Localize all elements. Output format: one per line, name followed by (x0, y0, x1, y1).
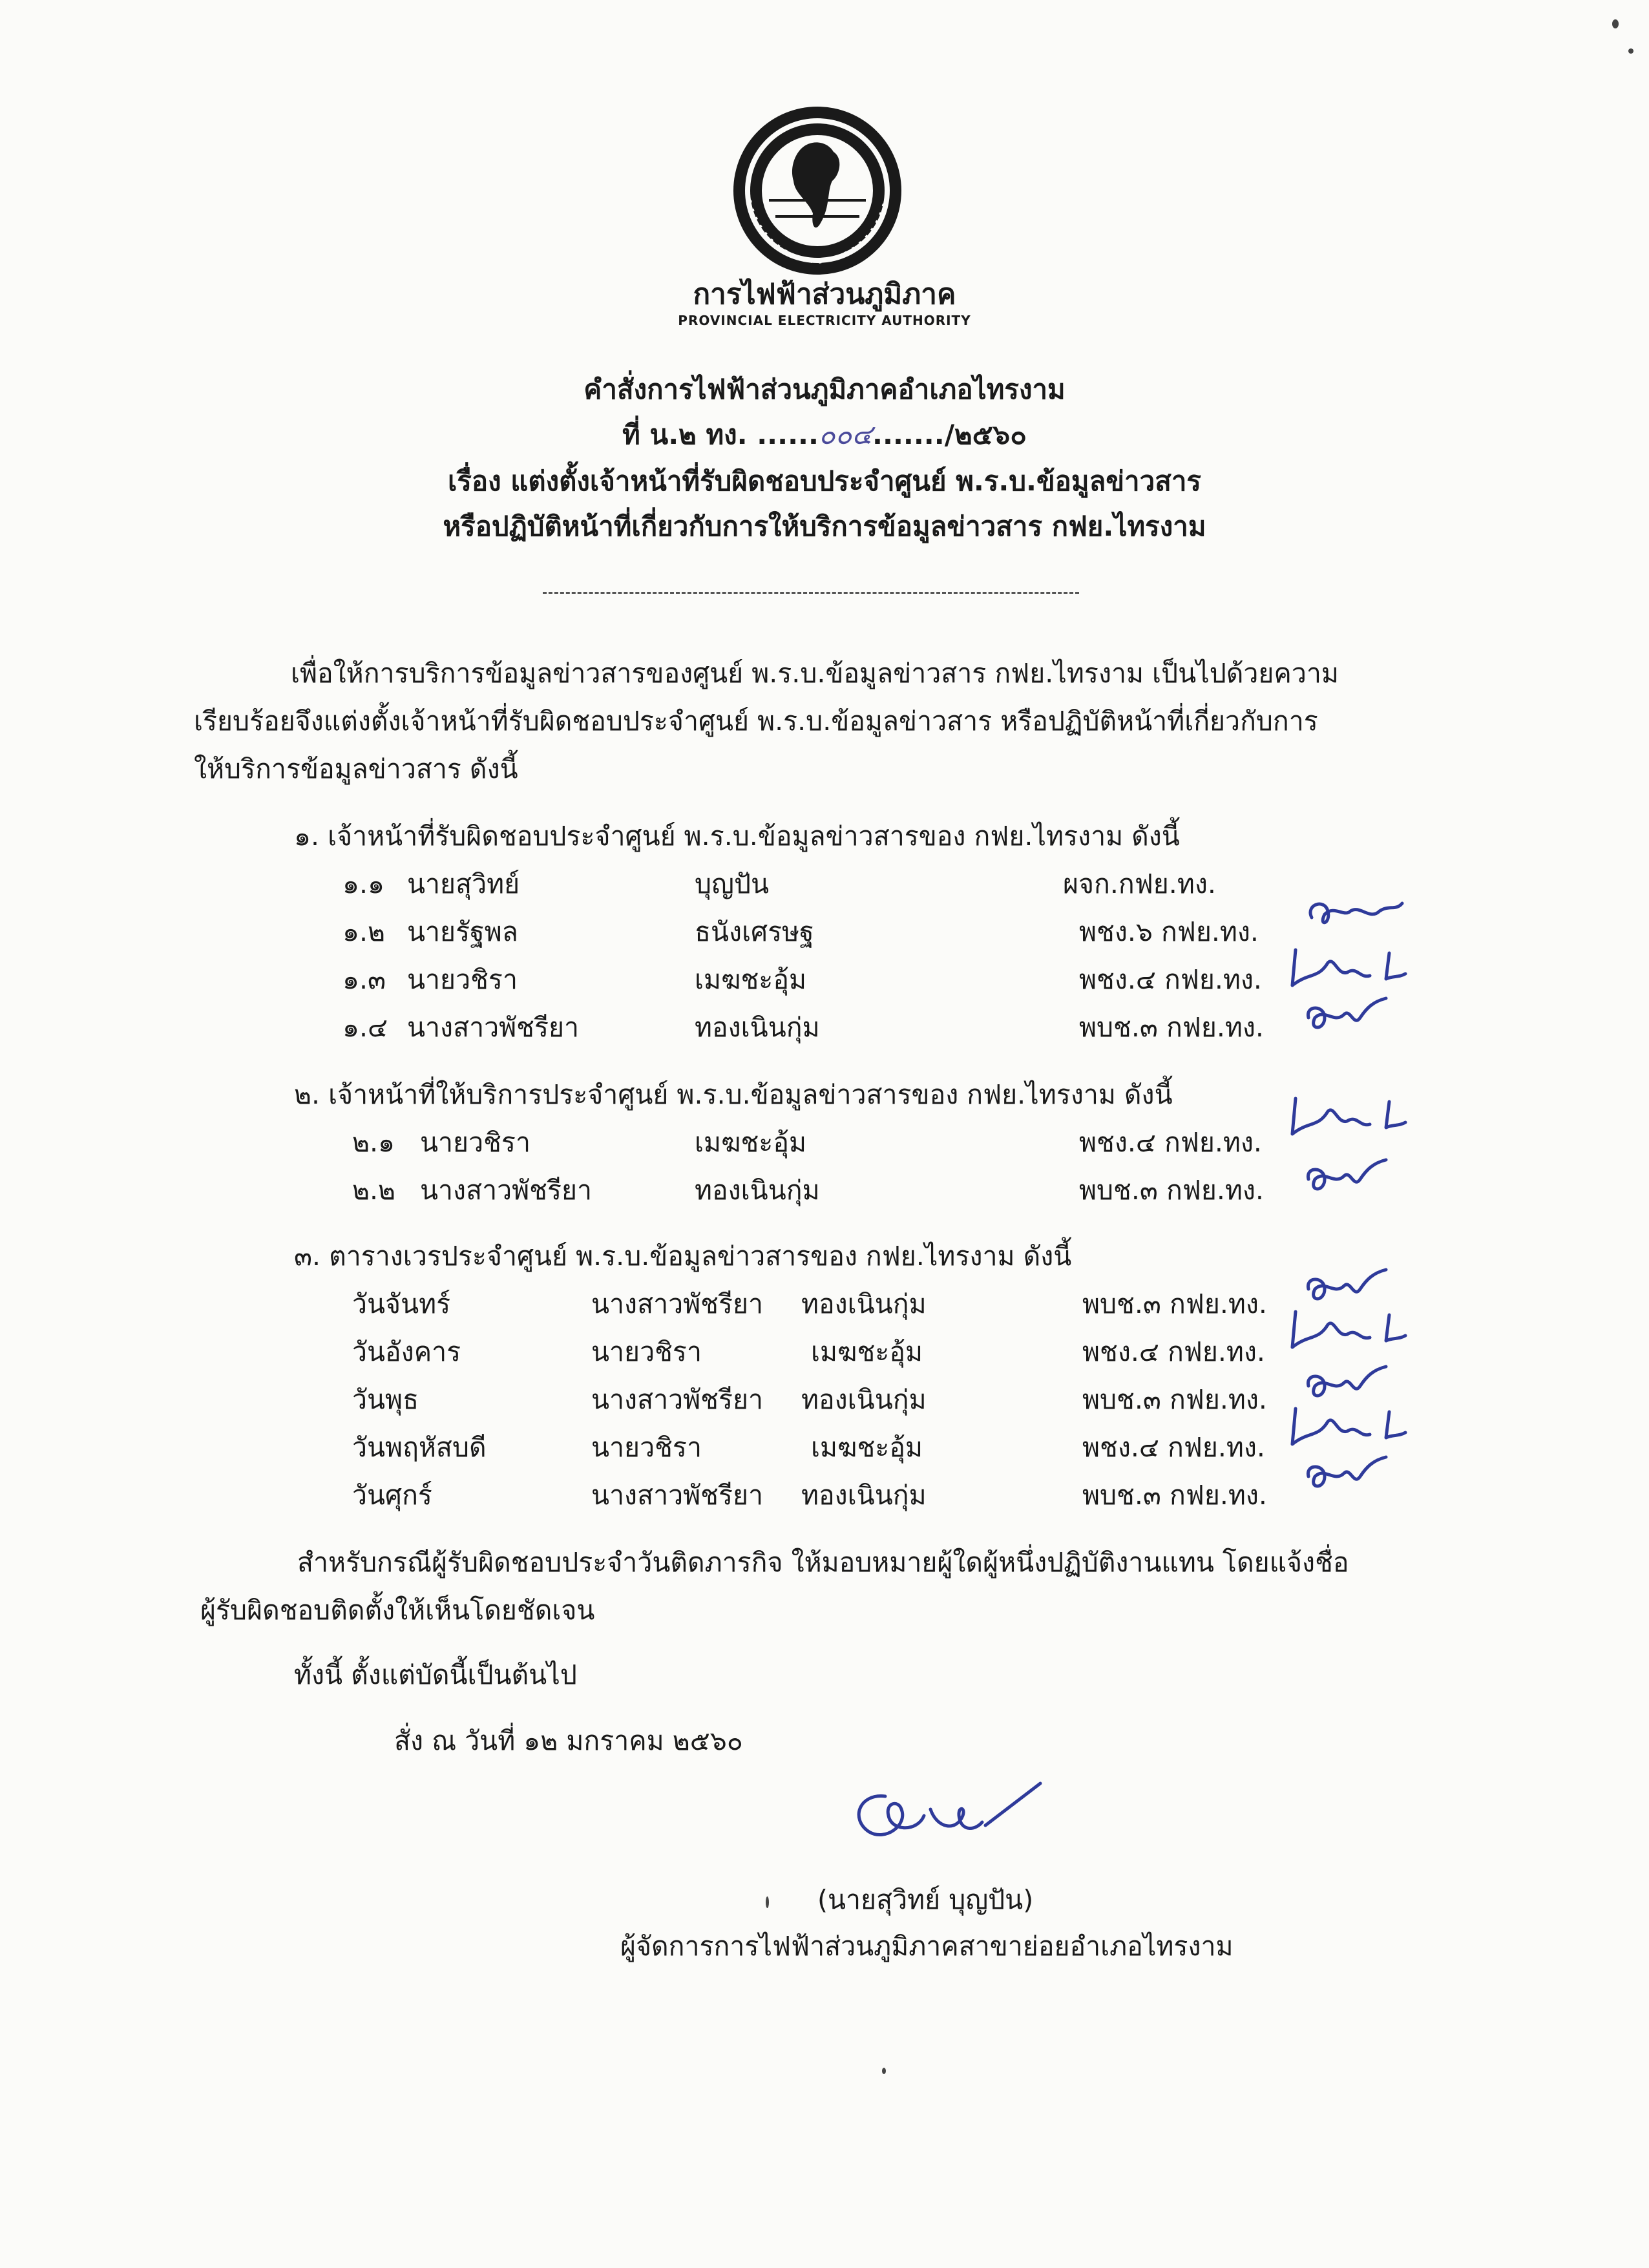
s3-row3-surname: ทองเนินกุ่ม (801, 1384, 927, 1415)
signatory-name: (นายสุวิทย์ บุญปัน) (817, 1884, 1034, 1915)
s3-row3-name: นางสาวพัชรียา (591, 1384, 764, 1415)
intro-line1: เพื่อให้การบริการข้อมูลข่าวสารของศูนย์ พ.ร.บ.ข้อมูลข่าวสาร กฟย.ไทรงาม เป็นไปด้วยความ (291, 658, 1339, 689)
scan-speck (1628, 48, 1633, 54)
s3-row2-surname: เมฆชะอุ้ม (811, 1336, 923, 1367)
scan-speck (766, 1896, 769, 1908)
closing-line2: ผู้รับผิดชอบติดตั้งให้เห็นโดยชัดเจน (200, 1595, 595, 1626)
s3-row4-position: พชง.๔ กฟย.ทง. (1082, 1432, 1265, 1463)
s3-row2-name: นายวชิรา (591, 1336, 702, 1367)
s3-row3-position: พบช.๓ กฟย.ทง. (1082, 1384, 1267, 1415)
s1-row2-position: พชง.๖ กฟย.ทง. (1079, 916, 1259, 947)
s3-row1-surname: ทองเนินกุ่ม (801, 1288, 927, 1319)
s1-row3-surname: เมฆชะอุ้ม (695, 964, 806, 995)
effective-line: ทั้งนี้ ตั้งแต่บัดนี้เป็นต้นไป (294, 1659, 577, 1690)
section3-heading: ๓. ตารางเวรประจำศูนย์ พ.ร.บ.ข้อมูลข่าวสารของ กฟย.ไทรงาม ดังนี้ (294, 1241, 1072, 1272)
s2-row2-num: ๒.๒ (352, 1175, 396, 1206)
section1-heading: ๑. เจ้าหน้าที่รับผิดชอบประจำศูนย์ พ.ร.บ.ข้อมูลข่าวสารของ กฟย.ไทรงาม ดังนี้ (294, 821, 1180, 852)
order-subject-line1: เรื่อง แต่งตั้งเจ้าหน้าที่รับผิดชอบประจำศูนย์ พ.ร.บ.ข้อมูลข่าวสาร (448, 465, 1201, 497)
initials-s1-row4 (1296, 992, 1392, 1044)
s2-row2-surname: ทองเนินกุ่ม (695, 1175, 820, 1206)
s2-row1-position: พชง.๔ กฟย.ทง. (1079, 1127, 1262, 1158)
s3-row5-position: พบช.๓ กฟย.ทง. (1082, 1480, 1267, 1511)
intro-line3: ให้บริการข้อมูลข่าวสาร ดังนี้ (194, 753, 518, 784)
signatory-title: ผู้จัดการการไฟฟ้าส่วนภูมิภาคสาขาย่อยอำเภอไทรงาม (620, 1931, 1234, 1962)
s2-row2-name: นางสาวพัชรียา (420, 1175, 593, 1206)
closing-line1: สำหรับกรณีผู้รับผิดชอบประจำวันติดภารกิจ ให้มอบหมายผู้ใดผู้หนึ่งปฏิบัติงานแทน โดยแจ้งชื่อ (297, 1547, 1349, 1578)
divider-line (543, 592, 1079, 594)
initials-s3-row5 (1296, 1451, 1392, 1502)
s1-row4-position: พบช.๓ กฟย.ทง. (1079, 1012, 1264, 1043)
initials-s1-row2 (1299, 892, 1409, 937)
scan-speck (882, 2068, 886, 2074)
s3-row5-surname: ทองเนินกุ่ม (801, 1480, 927, 1511)
s1-row1-num: ๑.๑ (342, 868, 385, 899)
s1-row2-name: นายรัฐพล (407, 916, 518, 947)
initials-s3-row2 (1283, 1302, 1412, 1354)
section2-heading: ๒. เจ้าหน้าที่ให้บริการประจำศูนย์ พ.ร.บ.ข้อมูลข่าวสารของ กฟย.ไทรงาม ดังนี้ (294, 1079, 1173, 1110)
order-number (0, 414, 1649, 456)
order-title: คำสั่งการไฟฟ้าส่วนภูมิภาคอำเภอไทรงาม (583, 373, 1066, 405)
s1-row4-surname: ทองเนินกุ่ม (695, 1012, 820, 1043)
initials-s2-row2 (1296, 1153, 1392, 1205)
order-date: สั่ง ณ วันที่ ๑๒ มกราคม ๒๕๖๐ (394, 1725, 743, 1756)
s2-row2-position: พบช.๓ กฟย.ทง. (1079, 1175, 1264, 1206)
order-number-suffix: ......./๒๕๖๐ (872, 419, 1027, 450)
s3-row1-name: นางสาวพัชรียา (591, 1288, 764, 1319)
s1-row3-position: พชง.๔ กฟย.ทง. (1079, 964, 1262, 995)
org-name-en: PROVINCIAL ELECTRICITY AUTHORITY (678, 313, 971, 328)
s1-row2-num: ๑.๒ (342, 916, 386, 947)
s1-row4-name: นางสาวพัชรียา (407, 1012, 580, 1043)
intro-line2: เรียบร้อยจึงแต่งตั้งเจ้าหน้าที่รับผิดชอบประจำศูนย์ พ.ร.บ.ข้อมูลข่าวสาร หรือปฏิบัติหน้าที่เกี่ยวกับการ (194, 706, 1318, 737)
s3-row3-day: วันพุธ (352, 1384, 419, 1415)
order-subject-line2: หรือปฏิบัติหน้าที่เกี่ยวกับการให้บริการข้อมูลข่าวสาร กฟย.ไทรงาม (443, 510, 1206, 542)
s3-row2-position: พชง.๔ กฟย.ทง. (1082, 1336, 1265, 1367)
s1-row2-surname: ธนังเศรษฐ (695, 916, 814, 947)
director-signature (846, 1770, 1053, 1854)
pea-logo (730, 103, 905, 278)
s2-row1-surname: เมฆชะอุ้ม (695, 1127, 806, 1158)
s3-row5-day: วันศุกร์ (352, 1480, 432, 1511)
s2-row1-num: ๒.๑ (352, 1127, 395, 1158)
order-number-value: ๐๐๔ (818, 419, 873, 450)
s3-row1-day: วันจันทร์ (352, 1288, 451, 1319)
s3-row4-name: นายวชิรา (591, 1432, 702, 1463)
scan-speck (1612, 19, 1619, 28)
s1-row3-num: ๑.๓ (342, 964, 386, 995)
s1-row3-name: นายวชิรา (407, 964, 518, 995)
s3-row5-name: นางสาวพัชรียา (591, 1480, 764, 1511)
org-name-th: การไฟฟ้าส่วนภูมิภาค (693, 278, 956, 311)
s3-row2-day: วันอังคาร (352, 1336, 461, 1367)
s3-row4-surname: เมฆชะอุ้ม (811, 1432, 923, 1463)
s3-row4-day: วันพฤหัสบดี (352, 1432, 487, 1463)
initials-s1-row3 (1283, 940, 1412, 992)
s1-row1-position: ผจก.กฟย.ทง. (1063, 868, 1216, 899)
initials-s3-row4 (1283, 1399, 1412, 1451)
s1-row1-name: นายสุวิทย์ (407, 868, 520, 899)
s1-row1-surname: บุญปัน (695, 868, 770, 899)
s1-row4-num: ๑.๔ (342, 1012, 388, 1043)
s2-row1-name: นายวชิรา (420, 1127, 530, 1158)
s3-row1-position: พบช.๓ กฟย.ทง. (1082, 1288, 1267, 1319)
order-number-prefix: ที่ น.๒ ทง. ...... (622, 419, 819, 450)
initials-s2-row1 (1283, 1089, 1412, 1140)
